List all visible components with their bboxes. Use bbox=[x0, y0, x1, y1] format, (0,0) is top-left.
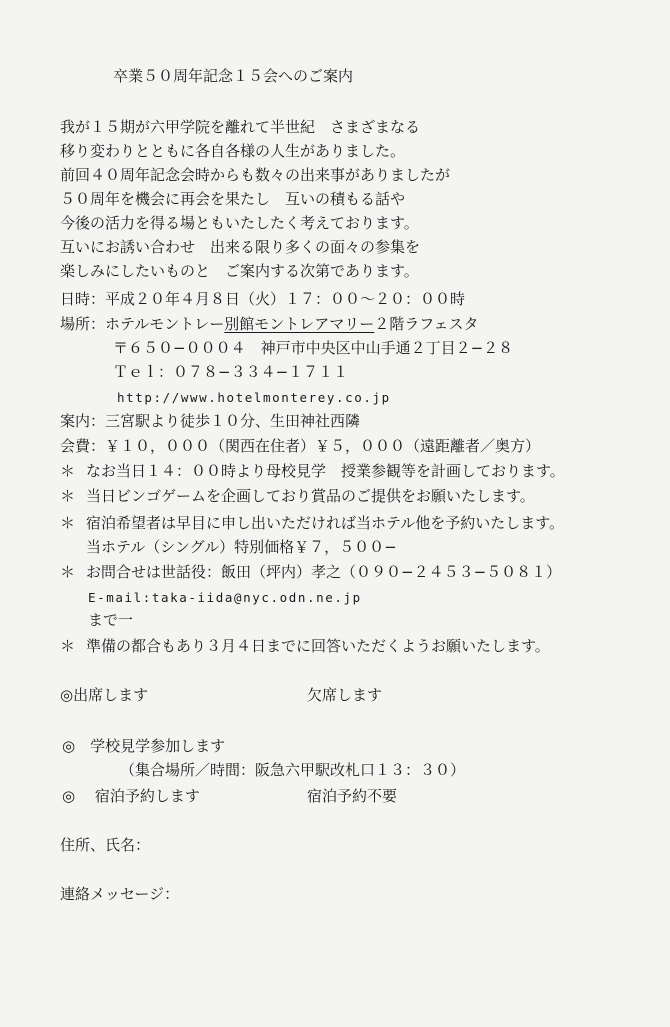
document-title: 卒業５０周年記念１５会へのご案内 bbox=[113, 67, 354, 85]
note-text: 準備の都合もあり３月４日までに回答いただくようお願いたします。 bbox=[86, 637, 550, 655]
asterisk-icon: ＊ bbox=[60, 514, 76, 532]
asterisk-icon: ＊ bbox=[60, 637, 76, 655]
note-item bbox=[60, 513, 564, 533]
note-text: 宿泊希望者は早目に申し出いただければ当ホテル他を予約いたします。 bbox=[86, 514, 565, 532]
venue-url: http://www.hotelmonterey.co.jp bbox=[117, 390, 391, 405]
asterisk-icon: ＊ bbox=[60, 487, 76, 505]
intro-line: 移り変わりとともに各自各様の人生がありました。 bbox=[60, 142, 406, 160]
venue-tel: Ｔｅｌ：０７８−３３４−１７１１ bbox=[113, 363, 349, 381]
note-subline: 当ホテル（シングル）特別価格￥７，５００− bbox=[86, 538, 397, 556]
intro-line: 楽しみにしたいものと ご案内する次第であります。 bbox=[60, 262, 419, 280]
venue-address: 〒６５０−０００４ 神戸市中央区中山手通２丁目２−２８ bbox=[113, 339, 514, 357]
message-field[interactable]: 連絡メッセージ： bbox=[60, 885, 180, 903]
asterisk-icon: ＊ bbox=[60, 563, 76, 581]
event-fee: 会費：￥１０，０００（関西在住者）￥５，０００（遠距離者／奥方） bbox=[60, 437, 541, 455]
intro-line: 我が１５期が六甲学院を離れて半世紀 さまざまなる bbox=[60, 118, 421, 136]
no-stay-option[interactable]: 宿泊予約不要 bbox=[307, 787, 398, 805]
note-text: お問合せは世話役：飯田（坪内）孝之（０９０−２４５３−５０８１） bbox=[86, 563, 562, 581]
note-item bbox=[60, 636, 550, 656]
intro-line: 互いにお誘い合わせ 出来る限り多くの面々の参集を bbox=[60, 238, 421, 256]
access-guide: 案内：三宮駅より徒歩１０分、生田神社西隣 bbox=[60, 412, 361, 430]
school-tour-option[interactable]: ◎ 学校見学参加します bbox=[62, 737, 226, 755]
intro-line: 今後の活力を得る場ともいたしたく考えております。 bbox=[60, 214, 419, 232]
absent-option[interactable]: 欠席します bbox=[307, 686, 383, 704]
note-item bbox=[60, 562, 561, 582]
note-text: 当日ビンゴゲームを企画しており賞品のご提供をお願いたします。 bbox=[86, 487, 535, 505]
intro-line: ５０周年を機会に再会を果たし 互いの積もる話や bbox=[60, 190, 406, 208]
stay-option[interactable]: ◎ 宿泊予約します bbox=[62, 787, 200, 805]
intro-line: 前回４０周年記念会時からも数々の出来事がありましたが bbox=[60, 166, 451, 184]
note-item bbox=[60, 486, 535, 506]
event-datetime: 日時：平成２０年４月８日（火）１７：００〜２０：００時 bbox=[60, 290, 466, 308]
asterisk-icon: ＊ bbox=[60, 462, 76, 480]
attend-option[interactable]: ◎出席します bbox=[60, 686, 149, 704]
note-item bbox=[60, 461, 565, 481]
address-name-field[interactable]: 住所、氏名： bbox=[60, 836, 151, 854]
venue-suffix: ２階ラフェスタ bbox=[374, 315, 479, 333]
venue-prefix: 場所：ホテルモントレー bbox=[60, 315, 225, 333]
event-venue bbox=[60, 314, 479, 334]
note-subline: まで一 bbox=[88, 611, 134, 629]
contact-email: E-mail:taka-iida@nyc.odn.ne.jp bbox=[88, 590, 362, 605]
tour-meeting-info: （集合場所／時間：阪急六甲駅改札口１３：３０） bbox=[120, 761, 466, 779]
note-text: なお当日１４：００時より母校見学 授業参観等を計画しております。 bbox=[86, 462, 565, 480]
venue-annex: 別館モントレアマリー bbox=[224, 315, 375, 333]
